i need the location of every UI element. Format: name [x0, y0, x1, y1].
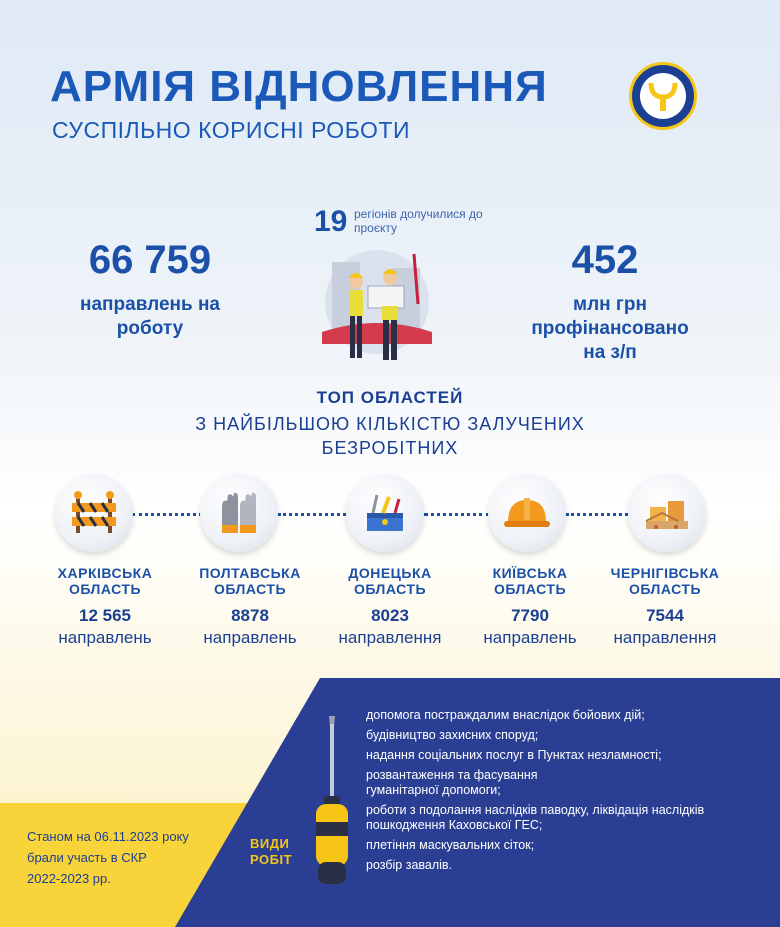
connector-line — [132, 513, 202, 516]
list-item: роботи з подолання наслідків паводку, ліквідація наслідків пошкодження Каховської ГЕС; — [366, 803, 705, 832]
state-employment-service-logo-icon — [629, 62, 697, 130]
top-regions-subtitle-line1: З НАЙБІЛЬШОЮ КІЛЬКІСТЮ ЗАЛУЧЕНИХ — [195, 414, 585, 434]
region-unit: направлень — [203, 628, 297, 647]
connector-line — [424, 513, 490, 516]
work-gloves-icon — [200, 474, 278, 552]
region-count: 8878 — [231, 606, 269, 625]
region-count: 12 565 — [79, 606, 131, 625]
list-item: розвантаження та фасування гуманітарної допомоги; — [366, 768, 538, 797]
work-types-label: ВИДИ РОБІТ — [250, 836, 293, 867]
list-item: розбір завалів. — [366, 858, 453, 872]
status-note: Станом на 06.11.2023 року брали участь в СКР 2022-2023 рр. — [27, 829, 189, 886]
page-subtitle: СУСПІЛЬНО КОРИСНІ РОБОТИ — [52, 117, 410, 143]
funding-value: 452 — [571, 238, 639, 282]
region-name: ДОНЕЦЬКА ОБЛАСТЬ — [348, 565, 432, 597]
workers-illustration-icon — [322, 244, 432, 372]
region-name: ХАРКІВСЬКА ОБЛАСТЬ — [57, 565, 153, 597]
region-name: ПОЛТАВСЬКА ОБЛАСТЬ — [199, 565, 301, 597]
total-referrals-value: 66 759 — [88, 238, 212, 282]
list-item: будівництво захисних споруд; — [366, 728, 539, 742]
top-regions-subtitle-line2: БЕЗРОБІТНИХ — [321, 438, 459, 458]
region-unit: направлень — [483, 628, 577, 647]
page-title: АРМІЯ ВІДНОВЛЕННЯ — [50, 62, 548, 111]
regions-count-value: 19 — [314, 205, 348, 238]
funding-label: млн грн профінансовано на з/п — [531, 294, 689, 363]
top-regions-subtitle — [0, 412, 780, 460]
region-count: 8023 — [371, 606, 409, 625]
region-count: 7544 — [646, 606, 684, 625]
screwdriver-icon — [312, 716, 352, 886]
connector-line — [278, 513, 346, 516]
region-name: ЧЕРНІГІВСЬКА ОБЛАСТЬ — [610, 565, 720, 597]
top-regions-title: ТОП ОБЛАСТЕЙ — [316, 388, 464, 407]
total-referrals-label: направлень на роботу — [80, 294, 220, 339]
road-barrier-icon — [55, 474, 133, 552]
hard-hat-icon — [488, 474, 566, 552]
region-unit: направлень — [58, 628, 152, 647]
list-item: допомога постраждалим внаслідок бойових дій; — [366, 708, 645, 722]
region-unit: направлення — [338, 628, 442, 647]
work-types-list — [366, 708, 766, 878]
list-item: надання соціальних послуг в Пунктах незламності; — [366, 748, 662, 762]
regions-count-label: регіонів долучилися до проєкту — [354, 207, 483, 235]
connector-line — [566, 513, 628, 516]
region-count: 7790 — [511, 606, 549, 625]
debris-icon — [628, 474, 706, 552]
toolbox-icon — [346, 474, 424, 552]
region-name: КИЇВСЬКА ОБЛАСТЬ — [492, 565, 568, 597]
region-unit: направлення — [613, 628, 717, 647]
list-item: плетіння маскувальних сіток; — [366, 838, 535, 852]
